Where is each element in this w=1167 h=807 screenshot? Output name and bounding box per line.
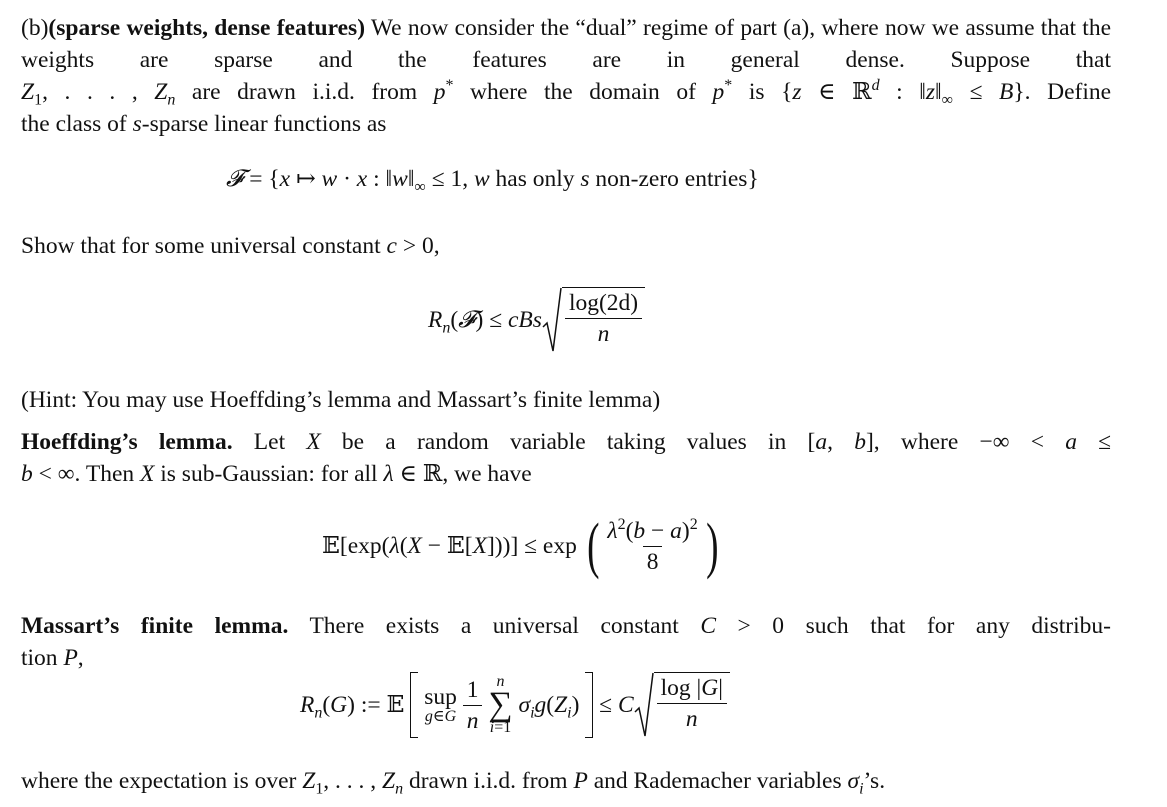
part-b-paragraph [21,12,1111,76]
hoeffding-title: Hoeffding’s lemma. [21,429,233,455]
equation-rademacher-bound: $R_n(𝓕)$ ≤ cBs $\frac{\log(2d)}{n}$ [428,287,645,353]
part-b-line2: $Z_1$, . . . , $Z_n$ are drawn i.i.d. from p* where the domain of p* is {z ∈ ℝ$^d$ : $‖z‖_\infty \le B$}. Define [21,77,1112,109]
equation-hoeffding: 𝔼[exp(λ(X − 𝔼[X]))] ≤ exp ( $\frac{\lambda^2(b - a)^2}{8}$ ) [322,512,719,580]
part-b-line3: the class of s-sparse linear functions as [21,111,387,137]
show-that-line: Show that for some universal constant c > 0, [21,233,440,259]
hint-line: (Hint: You may use Hoeffding’s lemma and Massart’s finite lemma) [21,387,661,413]
equation-massart: $R_n(G)$ := 𝔼 sup g∈G $\frac{1}{n}$ n ∑ i=1 $\sigma_ig(Z_i) \le C$ $\frac{\log |G|}{n}$ [300,672,730,738]
hoeffding-line2: b < ∞. Then X is sub-Gaussian: for all λ ∈ ℝ, we have [21,461,532,487]
equation-function-class: 𝓕 = {x ↦ w · x : $‖w‖_\infty \le 1$, w has only s non-zero entries} [226,166,759,196]
part-b-label: (b) [21,15,49,41]
hoeffding-paragraph: Hoeffding’s lemma. Let X be a random variable taking values in [a, b], where −∞ < a ≤ [21,429,1112,455]
footer-line: where the expectation is over $Z_1$, . . . , $Z_n$ drawn i.i.d. from P and Rademacher variables $\sigma_i’s$. [21,768,886,798]
massart-line2: tion P, [21,645,84,671]
part-b-title: (sparse weights, dense features) [48,15,366,41]
sqrt-symbol: $\frac{\log(2d)}{n}$ [542,287,645,353]
massart-title: Massart’s finite lemma. [21,613,289,639]
part-b-intro: We now consider the “dual” regime of part (a), where now we assume that the weights are sparse and the features are in general dense. Suppose that [21,15,1112,73]
massart-paragraph: Massart’s finite lemma. There exists a universal constant C > 0 such that for any distribu- [21,613,1111,639]
